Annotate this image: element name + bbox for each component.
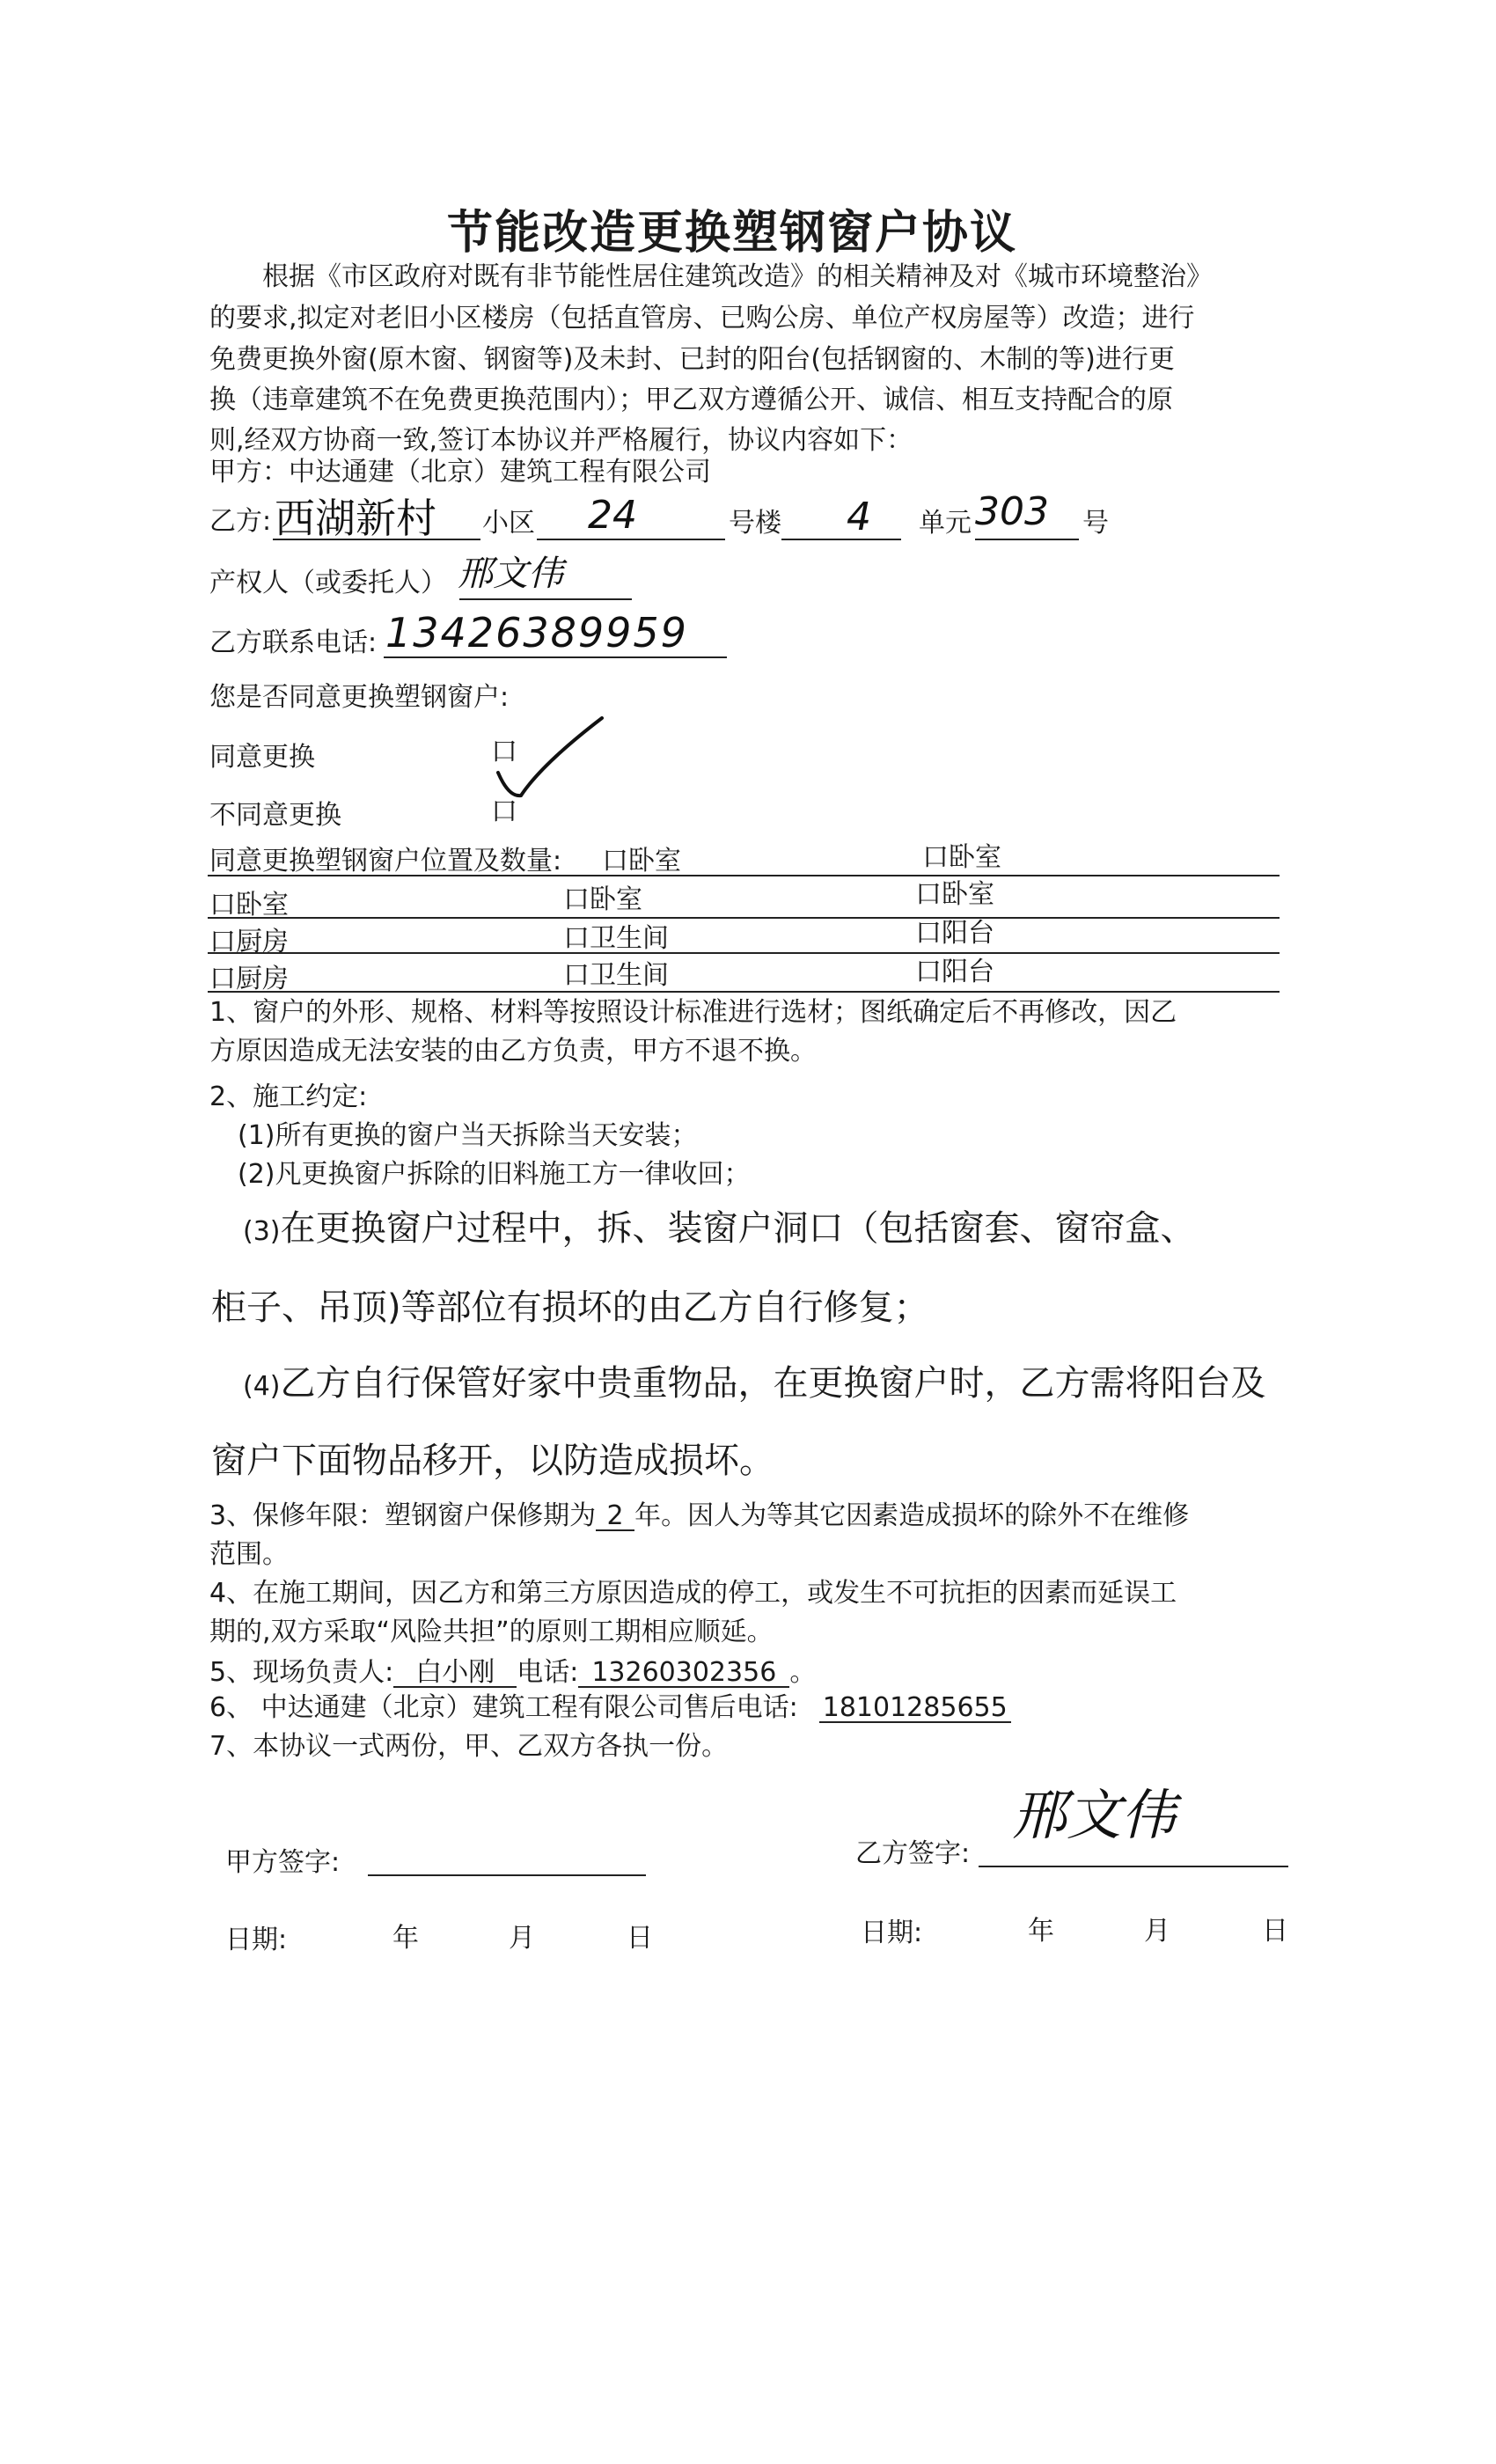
unit-number[interactable]: 4 xyxy=(847,495,871,539)
position-r0-c0[interactable]: 口卧室 xyxy=(602,846,681,876)
phone-underline xyxy=(384,656,727,658)
clause-2-2: (2)凡更换窗户拆除的旧料施工方一律收回； xyxy=(238,1159,751,1190)
agree-label: 同意更换 xyxy=(209,742,315,773)
position-r3-c1[interactable]: 口卫生间 xyxy=(563,960,669,991)
community-underline xyxy=(273,539,480,540)
party-b-sign-line xyxy=(979,1866,1288,1867)
clause-5-pre: 5、现场负责人: xyxy=(209,1657,394,1688)
consent-question: 您是否同意更换塑钢窗户: xyxy=(209,682,510,713)
phone-label: 乙方联系电话: xyxy=(209,627,378,658)
party-b-date-year[interactable]: 年 xyxy=(1028,1916,1054,1947)
clause-2-1: (1)所有更换的窗户当天拆除当天安装； xyxy=(238,1120,698,1151)
positions-line-1 xyxy=(208,917,1280,919)
community-handwritten: 西湖新村 xyxy=(275,495,436,542)
clause-1-line-1: 1、窗户的外形、规格、材料等按照设计标准进行选材；图纸确定后不再修改，因乙 xyxy=(209,997,1177,1028)
party-b-date-day[interactable]: 日 xyxy=(1262,1916,1288,1947)
position-r2-c0[interactable]: 口厨房 xyxy=(209,927,289,957)
party-a-date-month[interactable]: 月 xyxy=(509,1923,535,1954)
positions-line-2 xyxy=(208,952,1280,954)
warranty-years[interactable]: 2 xyxy=(596,1503,634,1531)
party-a: 甲方：中达通建（北京）建筑工程有限公司 xyxy=(209,457,711,488)
clause-2-3-line-2: 柜子、吊顶)等部位有损坏的由乙方自行修复； xyxy=(211,1287,929,1328)
clause-2-3-line-1 xyxy=(243,1208,1196,1249)
positions-line-0 xyxy=(208,875,1280,876)
clause-3-pre: 3、保修年限：塑钢窗户保修期为 xyxy=(209,1500,597,1531)
clause-7: 7、本协议一式两份，甲、乙双方各执一份。 xyxy=(209,1731,729,1762)
clause-3-line-1 xyxy=(209,1500,1190,1531)
position-r3-c2[interactable]: 口阳台 xyxy=(915,957,994,987)
phone-value[interactable]: 13426389959 xyxy=(385,609,688,656)
community-suffix: 小区 xyxy=(482,508,535,539)
clause-1-line-2: 方原因造成无法安装的由乙方负责，甲方不退不换。 xyxy=(209,1036,817,1067)
owner-label: 产权人（或委托人） xyxy=(209,568,447,598)
building-number[interactable]: 24 xyxy=(588,493,637,538)
site-manager-name[interactable]: 白小刚 xyxy=(393,1660,517,1688)
position-r3-c0[interactable]: 口厨房 xyxy=(209,964,289,994)
agree-checkbox[interactable]: 口 xyxy=(491,737,517,767)
party-b-date-label: 日期: xyxy=(861,1918,923,1948)
intro-line-5: 则,经双方协商一致,签订本协议并严格履行，协议内容如下： xyxy=(209,425,913,456)
after-sales-phone[interactable]: 18101285655 xyxy=(819,1695,1011,1723)
clause-2-4-line-2: 窗户下面物品移开，以防造成损坏。 xyxy=(211,1441,774,1481)
site-manager-phone[interactable]: 13260302356 xyxy=(578,1660,789,1688)
party-b-label: 乙方: xyxy=(209,506,272,537)
document-title: 节能改造更换塑钢窗户协议 xyxy=(447,207,1018,260)
clause-2-4-text-a: 乙方自行保管好家中贵重物品，在更换窗户时，乙方需将阳台及 xyxy=(280,1363,1266,1404)
position-r2-c1[interactable]: 口卫生间 xyxy=(563,923,669,954)
position-r1-c2[interactable]: 口卧室 xyxy=(915,879,994,910)
clause-5-line xyxy=(209,1657,817,1688)
position-r0-c1[interactable]: 口卧室 xyxy=(922,842,1001,873)
party-b-date-month[interactable]: 月 xyxy=(1144,1916,1170,1947)
position-r1-c1[interactable]: 口卧室 xyxy=(563,884,642,915)
disagree-label: 不同意更换 xyxy=(209,800,341,831)
clause-6-line xyxy=(209,1692,1011,1723)
room-suffix: 号 xyxy=(1082,508,1109,539)
room-underline xyxy=(975,539,1079,540)
clause-3-post: 年。因人为等其它因素造成损坏的除外不在维修 xyxy=(634,1500,1190,1531)
owner-underline xyxy=(459,598,632,600)
clause-4-line-2: 期的,双方采取“风险共担”的原则工期相应顺延。 xyxy=(209,1617,774,1647)
intro-line-1: 根据《市区政府对既有非节能性居住建筑改造》的相关精神及对《城市环境整治》 xyxy=(262,261,1213,292)
clause-6-pre: 6、 中达通建（北京）建筑工程有限公司售后电话: xyxy=(209,1692,798,1723)
clause-4-line-1: 4、在施工期间，因乙方和第三方原因造成的停工，或发生不可抗拒的因素而延误工 xyxy=(209,1578,1177,1609)
intro-line-4: 换（违章建筑不在免费更换范围内）；甲乙双方遵循公开、诚信、相互支持配合的原 xyxy=(209,385,1173,415)
clause-2-title: 2、施工约定: xyxy=(209,1082,368,1112)
intro-line-2: 的要求,拟定对老旧小区楼房（包括直管房、已购公房、单位产权房屋等）改造；进行 xyxy=(209,303,1195,334)
party-b-community[interactable] xyxy=(275,495,436,542)
party-a-sign-label: 甲方签字: xyxy=(225,1847,341,1878)
clause-2-4-line-1 xyxy=(243,1363,1266,1404)
intro-line-3: 免费更换外窗(原木窗、钢窗等)及未封、已封的阳台(包括钢窗的、木制的等)进行更 xyxy=(209,344,1175,375)
clause-2-3-number: (3) xyxy=(243,1216,281,1247)
positions-header: 同意更换塑钢窗户位置及数量: xyxy=(209,846,562,876)
unit-suffix: 单元 xyxy=(919,508,972,539)
disagree-checkbox[interactable]: 口 xyxy=(491,796,517,827)
positions-line-3 xyxy=(208,991,1280,993)
position-r1-c0[interactable]: 口卧室 xyxy=(209,890,289,920)
building-suffix: 号楼 xyxy=(729,508,781,539)
party-a-date-label: 日期: xyxy=(225,1925,288,1955)
check-mark-icon xyxy=(489,711,612,808)
position-r2-c2[interactable]: 口阳台 xyxy=(915,918,994,949)
party-b-signature[interactable]: 邢文伟 xyxy=(1012,1783,1177,1847)
owner-signature[interactable]: 邢文伟 xyxy=(458,554,563,594)
building-underline xyxy=(537,539,725,540)
unit-underline xyxy=(781,539,901,540)
party-a-sign-line[interactable] xyxy=(368,1874,646,1876)
clause-5-end: 。 xyxy=(789,1657,817,1688)
party-a-date-day[interactable]: 日 xyxy=(627,1923,653,1954)
clause-2-4-number: (4) xyxy=(243,1371,281,1402)
party-a-date-year[interactable]: 年 xyxy=(392,1923,419,1954)
clause-5-mid: 电话: xyxy=(517,1657,579,1688)
clause-3-line-2: 范围。 xyxy=(209,1539,289,1570)
party-b-sign-label: 乙方签字: xyxy=(855,1838,971,1869)
clause-2-3-text-a: 在更换窗户过程中，拆、装窗户洞口（包括窗套、窗帘盒、 xyxy=(280,1208,1196,1249)
room-number[interactable]: 303 xyxy=(975,489,1049,534)
